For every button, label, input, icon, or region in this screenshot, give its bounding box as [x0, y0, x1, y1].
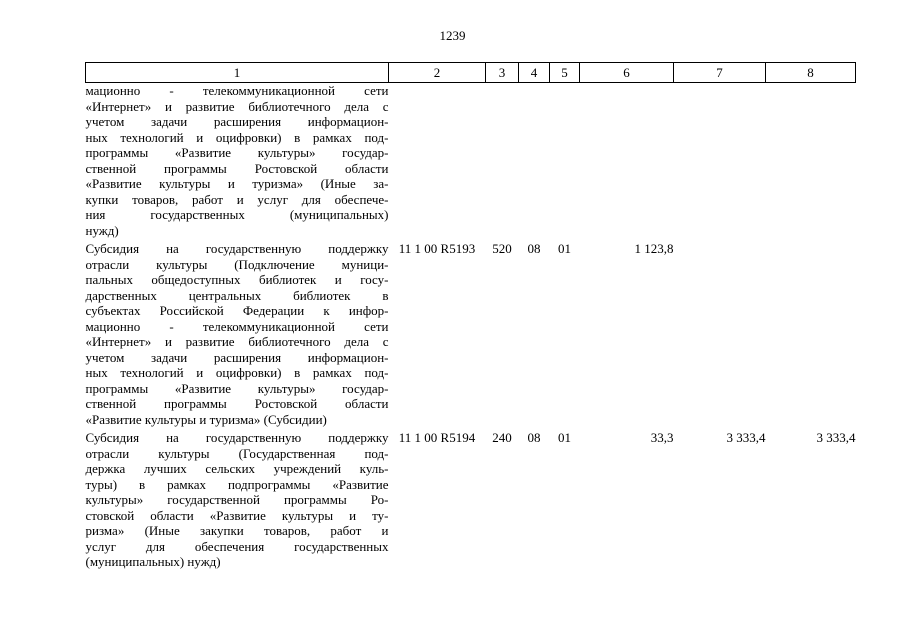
description-line: программы «Развитие культуры» государ-	[85, 380, 389, 396]
row-description	[86, 238, 389, 427]
description-line: субъектах Российской Федерации к инфор-	[85, 303, 389, 318]
budget-table	[85, 62, 856, 570]
table-row	[86, 83, 856, 239]
description-line: (муниципальных) нужд)	[85, 554, 221, 569]
description-line: услуг для обеспечения государственных	[85, 538, 389, 554]
description-line: учетом задачи расширения информацион-	[85, 349, 389, 365]
description-line: ния государственных (муниципальных)	[85, 207, 389, 222]
amount-year-2: 3 333,4	[726, 430, 766, 445]
column-header: 7	[674, 63, 766, 83]
column-header: 8	[766, 63, 856, 83]
description-line: отрасли культуры (Подключение муници-	[85, 256, 389, 272]
section	[519, 83, 550, 239]
page-number: 1239	[439, 28, 466, 43]
description-line: дарственных центральных библиотек в	[85, 287, 389, 303]
description-line: ственной программы Ростовской области	[85, 396, 389, 411]
description-line: ризма» (Иные закупки товаров, работ и	[85, 523, 389, 538]
column-header: 4	[519, 63, 550, 83]
description-line: пальных общедоступных библиотек и госу-	[85, 272, 389, 287]
description-line: Субсидия на государственную поддержку	[85, 241, 389, 256]
column-header: 2	[389, 63, 486, 83]
description-line: программы «Развитие культуры» государ-	[85, 145, 389, 160]
description-line: «Интернет» и развитие библиотечного дела с	[85, 334, 389, 349]
amount-year-1: 1 123,8	[634, 241, 674, 256]
subsection: 01	[558, 241, 571, 256]
target-code: 11 1 00 R5193	[398, 241, 476, 256]
table-row	[86, 427, 856, 570]
description-line: мационно - телекоммуникационной сети	[85, 318, 389, 334]
amount-year-3	[766, 83, 856, 239]
section: 08	[527, 241, 541, 256]
description-line: держка лучших сельских учреждений куль-	[85, 461, 389, 476]
column-header: 6	[580, 63, 674, 83]
description-line: отрасли культуры (Государственная под-	[85, 445, 389, 461]
amount-year-1	[580, 83, 674, 239]
expense-type: 240	[492, 430, 512, 445]
description-line: туры) в рамках подпрограммы «Развитие	[85, 476, 389, 492]
amount-year-3	[766, 238, 856, 427]
row-description	[86, 83, 389, 239]
description-line: «Развитие культуры и туризма» (Субсидии)	[85, 411, 327, 427]
description-line: ных технологий и оцифровки) в рамках под-	[85, 365, 389, 380]
target-code: 11 1 00 R5194	[398, 430, 476, 445]
description-line: ных технологий и оцифровки) в рамках под-	[85, 129, 389, 145]
description-line: стовской области «Развитие культуры и ту-	[85, 507, 389, 523]
description-line: мационно - телекоммуникационной сети	[85, 83, 389, 98]
expense-type: 520	[492, 241, 512, 256]
amount-year-1: 33,3	[650, 430, 674, 445]
subsection: 01	[558, 430, 571, 445]
description-line: учетом задачи расширения информацион-	[85, 114, 389, 129]
description-line: Субсидия на государственную поддержку	[85, 430, 389, 445]
subsection	[550, 83, 580, 239]
description-line: «Развитие культуры и туризма» (Иные за-	[85, 176, 389, 191]
column-header-row	[86, 63, 856, 83]
table-row	[86, 238, 856, 427]
description-line: «Интернет» и развитие библиотечного дела с	[85, 98, 389, 114]
amount-year-3: 3 333,4	[816, 430, 856, 445]
description-line: ственной программы Ростовской области	[85, 160, 389, 176]
description-line: нужд)	[85, 222, 119, 238]
column-header: 5	[550, 63, 580, 83]
amount-year-2	[674, 83, 766, 239]
amount-year-2	[674, 238, 766, 427]
row-description	[86, 427, 389, 570]
target-code	[389, 83, 486, 239]
expense-type	[486, 83, 519, 239]
section: 08	[527, 430, 541, 445]
column-header: 3	[486, 63, 519, 83]
description-line: культуры» государственной программы Ро-	[85, 492, 389, 507]
column-header: 1	[86, 63, 389, 83]
description-line: купки товаров, работ и услуг для обеспече-	[85, 191, 389, 207]
